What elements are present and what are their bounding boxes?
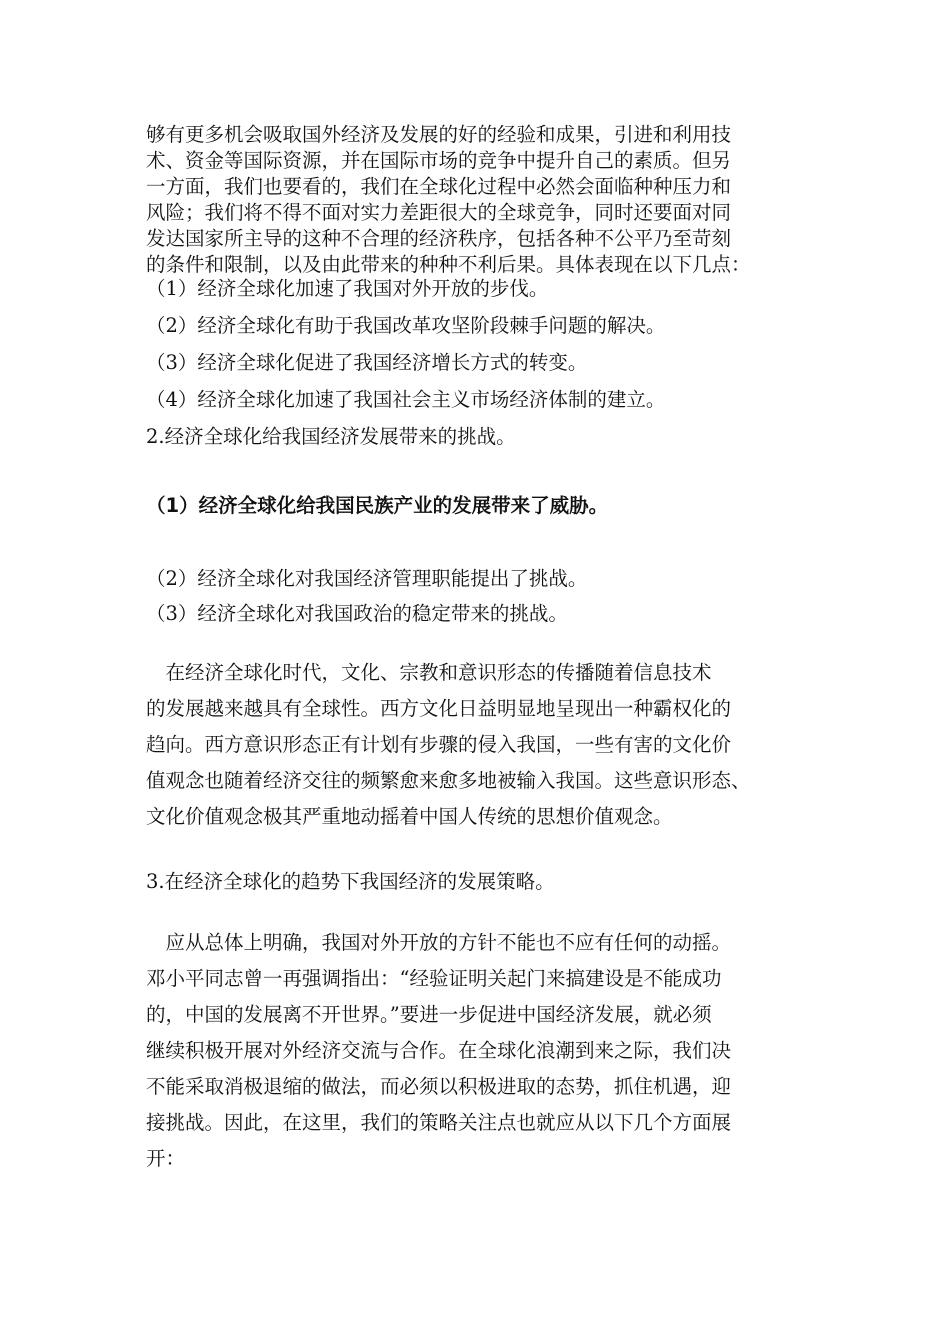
text-line: 文化价值观念极其严重地动摇着中国人传统的思想价值观念。	[146, 805, 673, 828]
section-heading-2: 2.经济全球化给我国经济发展带来的挑战。	[146, 425, 516, 448]
text-line: 术、资金等国际资源，并在国际市场的竞争中提升自己的素质。但另	[146, 149, 732, 172]
strategy-paragraph	[146, 925, 731, 1177]
challenge-item-3: （3）经济全球化对我国政治的稳定带来的挑战。	[146, 602, 568, 625]
text-line: 的发展越来越具有全球性。西方文化日益明显地呈现出一种霸权化的	[146, 697, 732, 720]
text-line: 发达国家所主导的这种不合理的经济秩序，包括各种不公平乃至苛刻	[146, 227, 732, 250]
text-line: 应从总体上明确，我国对外开放的方针不能也不应有任何的动摇。	[146, 931, 732, 954]
opportunity-item-4: （4）经济全球化加速了我国社会主义市场经济体制的建立。	[146, 388, 666, 411]
text-line: 值观念也随着经济交往的频繁愈来愈多地被输入我国。这些意识形态、	[146, 769, 751, 792]
challenge-item-1: （1）经济全球化给我国民族产业的发展带来了威胁。	[146, 494, 609, 517]
culture-paragraph	[146, 655, 751, 835]
opportunity-item-2: （2）经济全球化有助于我国改革攻坚阶段棘手问题的解决。	[146, 314, 666, 337]
text-line: 邓小平同志曾一再强调指出：“经验证明关起门来搞建设是不能成功	[146, 967, 722, 990]
opportunity-item-1: （1）经济全球化加速了我国对外开放的步伐。	[146, 277, 549, 300]
text-line: 不能采取消极退缩的做法，而必须以积极进取的态势，抓住机遇，迎	[146, 1075, 732, 1098]
challenge-item-2: （2）经济全球化对我国经济管理职能提出了挑战。	[146, 567, 588, 590]
intro-paragraph	[146, 122, 751, 278]
opportunity-item-3: （3）经济全球化促进了我国经济增长方式的转变。	[146, 351, 588, 374]
text-line: 的条件和限制，以及由此带来的种种不利后果。具体表现在以下几点：	[146, 253, 751, 276]
section-heading-3: 3.在经济全球化的趋势下我国经济的发展策略。	[146, 870, 555, 893]
text-line: 开：	[146, 1147, 186, 1170]
text-line: 在经济全球化时代，文化、宗教和意识形态的传播随着信息技术	[146, 661, 712, 684]
text-line: 够有更多机会吸取国外经济及发展的好的经验和成果，引进和利用技	[146, 123, 732, 146]
text-line: 风险；我们将不得不面对实力差距很大的全球竞争，同时还要面对同	[146, 201, 732, 224]
text-line: 趋向。西方意识形态正有计划有步骤的侵入我国，一些有害的文化价	[146, 733, 732, 756]
text-line: 的，中国的发展离不开世界。”要进一步促进中国经济发展，就必须	[146, 1003, 712, 1026]
text-line: 接挑战。因此，在这里，我们的策略关注点也就应从以下几个方面展	[146, 1111, 732, 1134]
text-line: 一方面，我们也要看的，我们在全球化过程中必然会面临种种压力和	[146, 175, 732, 198]
text-line: 继续积极开展对外经济交流与合作。在全球化浪潮到来之际，我们决	[146, 1039, 732, 1062]
